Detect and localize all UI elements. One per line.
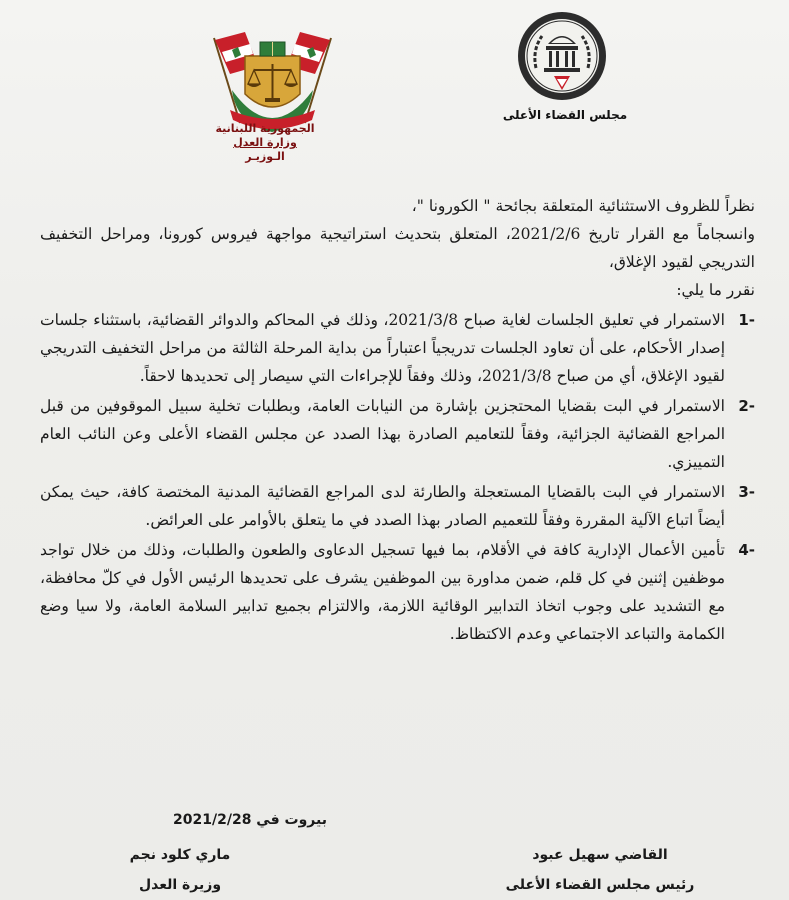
list-item [40,306,755,390]
decision-body [40,192,755,648]
list-item [40,478,755,534]
decision-statement: نقرر ما يلي: [676,281,755,299]
item-text: الاستمرار في البت بقضايا المحتجزين بإشارة من النيابات العامة، وبطلبات تخلية سبيل الموقوفين من قبل المراجع القضائية الجزائية، وفقاً للتعاميم الصادرة بهذا الصدد عن مجلس القضاء الأعلى وعن النائب العام التمييزي. [40,397,725,471]
ministry-heading [190,122,340,164]
intro-paragraph-2: وانسجاماً مع القرار تاريخ 2021/2/6، المتعلق بتحديث استراتيجية مواجهة فيروس كورونا، ومراحل التخفيف التدريجي لقيود الإغلاق، [40,225,755,271]
item-text: الاستمرار في تعليق الجلسات لغاية صباح 2021/3/8، وذلك في المحاكم والدوائر القضائية، باستثناء جلسات إصدار الأحكام، على أن تعاود الجلسات تدريجياً اعتباراً من بداية المرحلة الثالثة من مراحل التخفيف التدريجي لقيود الإغلاق، أي من صباح 2021/3/8، وذلك وفقاً للإجراءات التي سيصار إلى تحديدها لاحقاً. [40,311,725,385]
council-name: مجلس القضاء الأعلى [502,108,628,122]
signature-block-minister [100,840,260,900]
country-name: الجمهورية اللبنانية [215,122,315,135]
place-and-date: بيروت في 2021/2/28 [173,812,327,828]
item-number: 2- [738,397,755,415]
list-item [40,536,755,648]
signature-block-council-president [500,840,700,900]
item-number: 4- [738,541,755,559]
item-number: 1- [738,311,755,329]
judicial-council-seal-icon [516,10,608,102]
signatory-name: القاضي سهيل عبود [532,847,668,863]
item-number: 3- [738,483,755,501]
signatory-name: ماري كلود نجم [129,847,231,863]
list-item [40,392,755,476]
signatory-title: وزيرة العدل [138,877,222,893]
item-text: الاستمرار في البت بالقضايا المستعجلة والطارئة لدى المراجع القضائية المدنية المختصة كافة، حيث يمكن أيضاً اتباع الآلية المقررة وفقاً للتعميم الصادر بهذا الصدد في ما يتعلق بالأوامر على العرائض. [40,483,725,529]
intro-paragraph-1: نظراً للظروف الاستثنائية المتعلقة بجائحة " الكورونا "، [411,197,755,215]
ministry-name: وزارة العدل [233,136,297,149]
item-text: تأمين الأعمال الإدارية كافة في الأقلام، بما فيها تسجيل الدعاوى والطعون والطلبات، وذلك من خلال تواجد موظفين إثنين في كل قلم، ضمن مداورة بين الموظفين يشرف على تحديدها الرئيس الأول في كلّ محافظة، مع التشديد على وجوب اتخاذ التدابير الوقائية اللازمة، والالتزام بجميع تدابير السلامة العامة، ولا سيا وضع الكمامة والتباعد الاجتماعي وعدم الاكتظاظ. [40,541,725,643]
signatory-title: رئيس مجلس القضاء الأعلى [505,877,695,893]
minister-title: الـوزيـر [245,150,285,163]
